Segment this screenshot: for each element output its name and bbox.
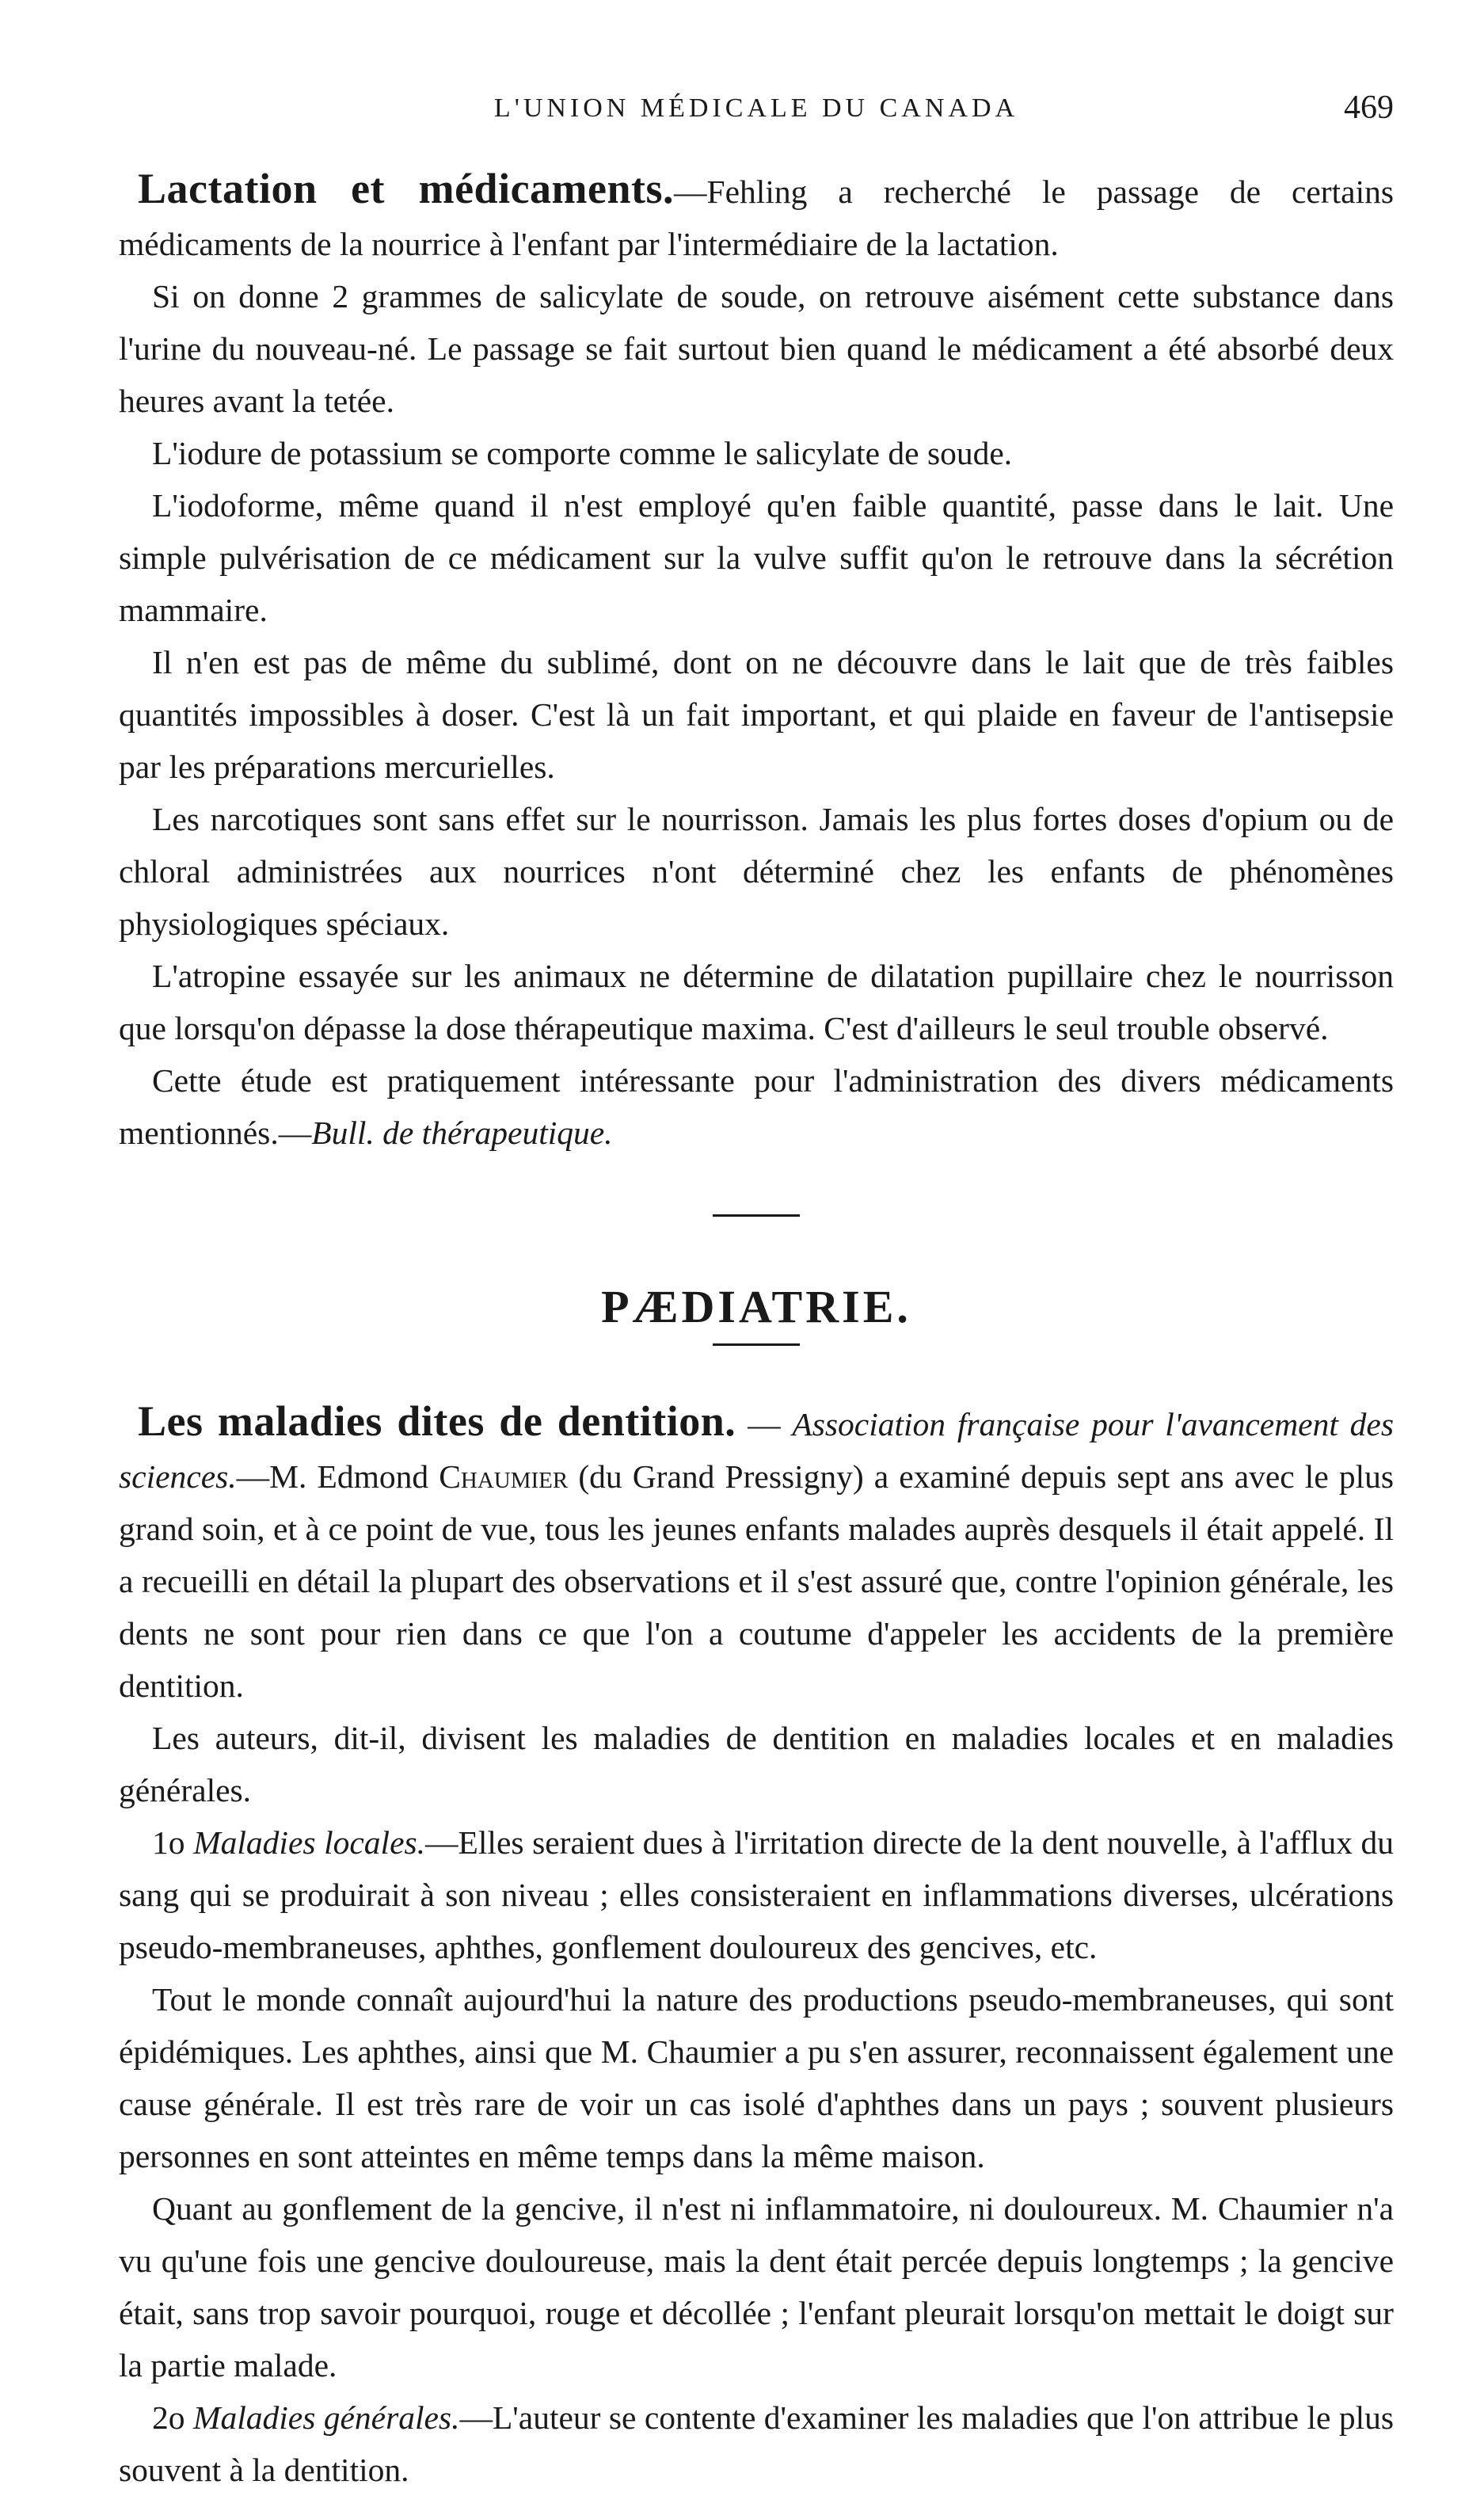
article-dentition-title: Les maladies dites de dentition. xyxy=(138,1397,736,1445)
paragraph: Les auteurs, dit-il, divisent les maladies de dentition en maladies locales et en maladies générales. xyxy=(119,1720,1394,1808)
source-citation: Bull. de thérapeutique. xyxy=(311,1115,613,1151)
paragraph: L'iodoforme, même quand il n'est employé qu'en faible quantité, passe dans le lait. Une simple pulvérisation de ce médicament sur la vulve suffit qu'on le retrouve dans la sécrétion mammaire. xyxy=(119,487,1394,628)
list-number: 1o xyxy=(152,1824,194,1861)
last-paragraph-text: Cette étude est pratiquement intéressante pour l'administration des divers médicaments mentionnés.— xyxy=(119,1062,1394,1151)
paragraph-last xyxy=(119,1054,1394,1159)
source-citation: Association française pour l'avancement des sciences. xyxy=(119,1406,1395,1495)
article-lactation xyxy=(119,162,1394,1159)
divider-rule xyxy=(713,1214,800,1217)
subheading: Maladies locales. xyxy=(193,1824,426,1861)
author-name: Chaumier xyxy=(439,1458,569,1495)
page-number: 469 xyxy=(1344,90,1394,126)
running-header xyxy=(119,90,1394,141)
paragraph-general-diseases xyxy=(119,2391,1394,2496)
article-lactation-intro xyxy=(119,162,1394,270)
intro-text: (du Grand Pressigny) a examiné depuis sept ans avec le plus grand soin, et à ce point de vue, tous les jeunes enfants malades auprès desquels il était appelé. Il a recueilli en détail la plupart des observations et il s'est assuré que, contre l'opinion générale, les dents ne sont pour rien dans ce que l'on a coutume d'appeler les accidents de la première dentition. xyxy=(119,1458,1395,1704)
section-title: PÆDIATRIE. xyxy=(601,1281,911,1332)
paragraph: Il n'en est pas de même du sublimé, dont on ne découvre dans le lait que de très faibles quantités impossibles à doser. C'est là un fait important, et qui plaide en faveur de l'antisepsie par les préparations mercurielles. xyxy=(119,644,1394,785)
list-number: 2o xyxy=(152,2399,193,2436)
divider-rule xyxy=(713,1343,800,1346)
running-title: L'UNION MÉDICALE DU CANADA xyxy=(493,93,1019,123)
paragraph-text: —L'auteur se contente d'examiner les maladies que l'on attribue le plus souvent à la dentition. xyxy=(119,2399,1394,2488)
paragraph: Si on donne 2 grammes de salicylate de soude, on retrouve aisément cette substance dans l'urine du nouveau-né. Le passage se fait surtout bien quand le médicament a été absorbé deux heures avant la tetée. xyxy=(119,278,1394,419)
paragraph-local-diseases xyxy=(119,1816,1394,1973)
article-lactation-intro-text: —Fehling a recherché le passage de certains médicaments de la nourrice à l'enfant par l'intermédiaire de la lactation. xyxy=(119,173,1394,262)
article-dentition-intro xyxy=(119,1395,1394,1712)
dash: — xyxy=(736,1406,793,1442)
page-content xyxy=(119,162,1394,2496)
paragraph: Les narcotiques sont sans effet sur le nourrisson. Jamais les plus fortes doses d'opium ou de chloral administrées aux nourrices n'ont déterminé chez les enfants de phénomènes physiologiques spéciaux. xyxy=(119,801,1394,942)
intro-text: —M. Edmond xyxy=(236,1458,439,1495)
paragraph: L'atropine essayée sur les animaux ne détermine de dilatation pupillaire chez le nourrisson que lorsqu'on dépasse la dose thérapeutique maxima. C'est d'ailleurs le seul trouble observé. xyxy=(119,958,1394,1046)
paragraph: Tout le monde connaît aujourd'hui la nature des productions pseudo-membraneuses, qui sont épidémiques. Les aphthes, ainsi que M. Chaumier a pu s'en assurer, reconnaissent également une cause générale. Il est très rare de voir un cas isolé d'aphthes dans un pays ; souvent plusieurs personnes en sont atteintes en même temps dans la même maison. xyxy=(119,1981,1394,2174)
article-lactation-title: Lactation et médicaments. xyxy=(138,165,675,212)
article-dentition xyxy=(119,1395,1394,2496)
paragraph-text: —Elles seraient dues à l'irritation directe de la dent nouvelle, à l'afflux du sang qui se produirait à son niveau ; elles consisteraient en inflammations diverses, ulcérations pseudo-membraneuses, aphthes, gonflement douloureux des gencives, etc. xyxy=(119,1824,1395,1965)
paragraph: Quant au gonflement de la gencive, il n'est ni inflammatoire, ni douloureux. M. Chaumier n'a vu qu'une fois une gencive douloureuse, mais la dent était percée depuis longtemps ; la gencive était, sans trop savoir pourquoi, rouge et décollée ; l'enfant pleurait lorsqu'on mettait le doigt sur la partie malade. xyxy=(119,2190,1394,2384)
subheading: Maladies générales. xyxy=(192,2399,460,2436)
paragraph: L'iodure de potassium se comporte comme le salicylate de soude. xyxy=(152,435,1013,471)
